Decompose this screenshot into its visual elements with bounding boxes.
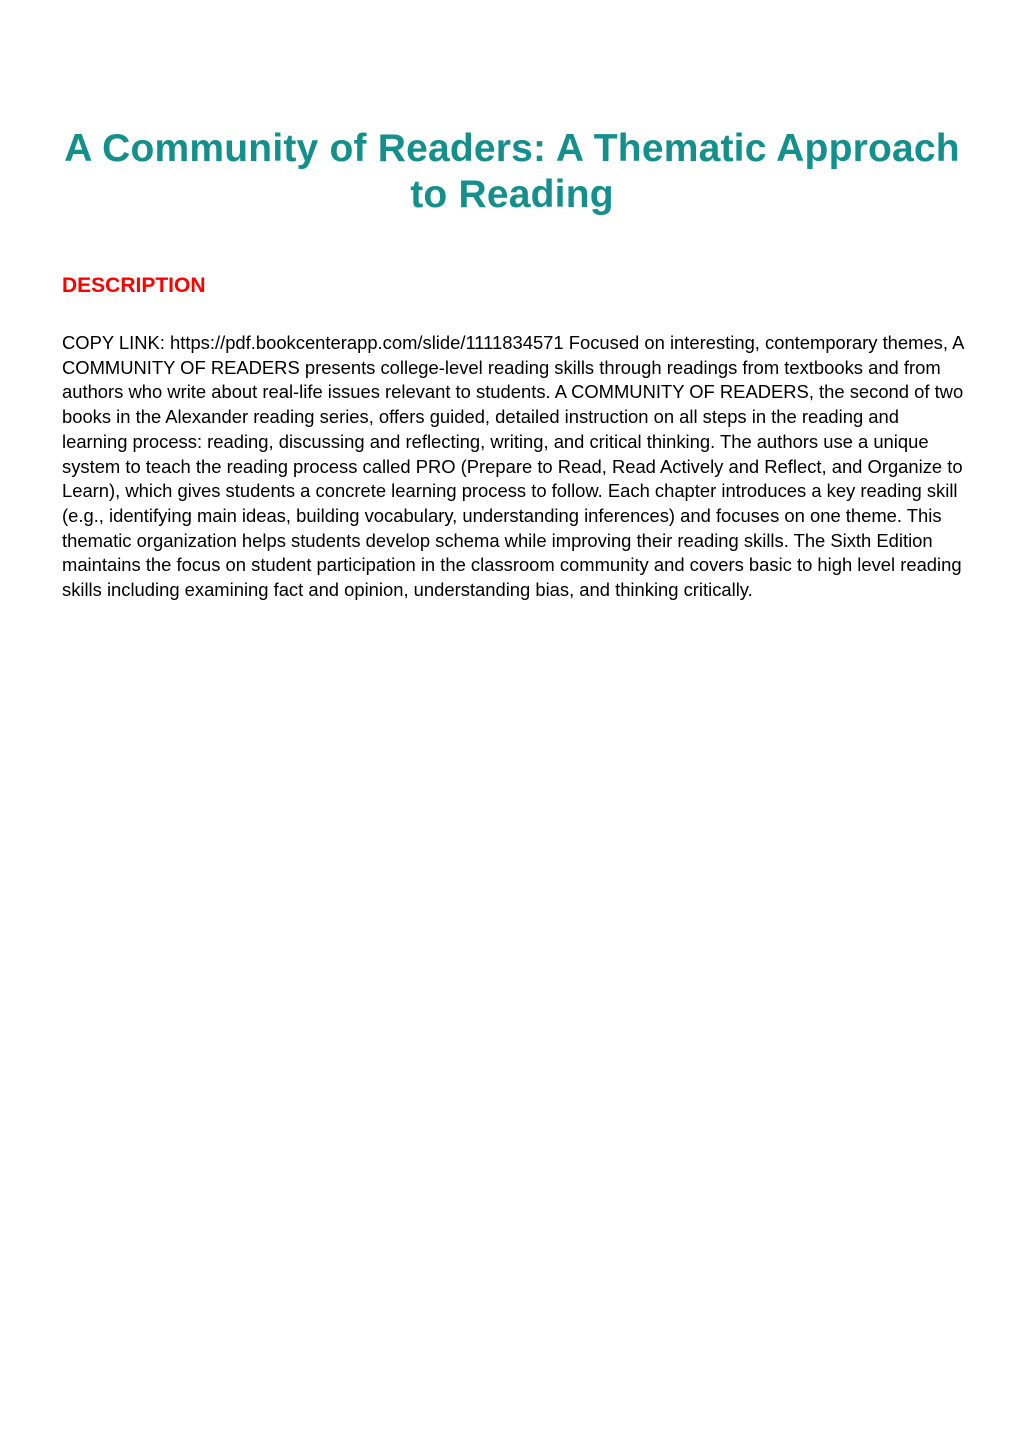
description-text: COPY LINK: https://pdf.bookcenterapp.com/slide/1111834571 Focused on interesting, contemporary themes, A COMMUNITY OF READERS presents college-level reading skills through readings from textbooks and from authors who write about real-life issues relevant to students. A COMMUNITY OF READERS, the second of two books in the Alexander reading series, offers guided, detailed instruction on all steps in the reading and learning process: reading, discussing and reflecting, writing, and critical thinking. The authors use a unique system to teach the reading process called PRO (Prepare to Read, Read Actively and Reflect, and Organize to Learn), which gives students a concrete learning process to follow. Each chapter introduces a key reading skill (e.g., identifying main ideas, building vocabulary, understanding inferences) and focuses on one theme. This thematic organization helps students develop schema while improving their reading skills. The Sixth Edition maintains the focus on student participation in the classroom community and covers basic to high level reading skills including examining fact and opinion, understanding bias, and thinking critically. bbox=[62, 332, 964, 601]
description-heading: DESCRIPTION bbox=[62, 274, 206, 297]
document-title: A Community of Readers: A Thematic Approach to Reading bbox=[64, 127, 960, 216]
